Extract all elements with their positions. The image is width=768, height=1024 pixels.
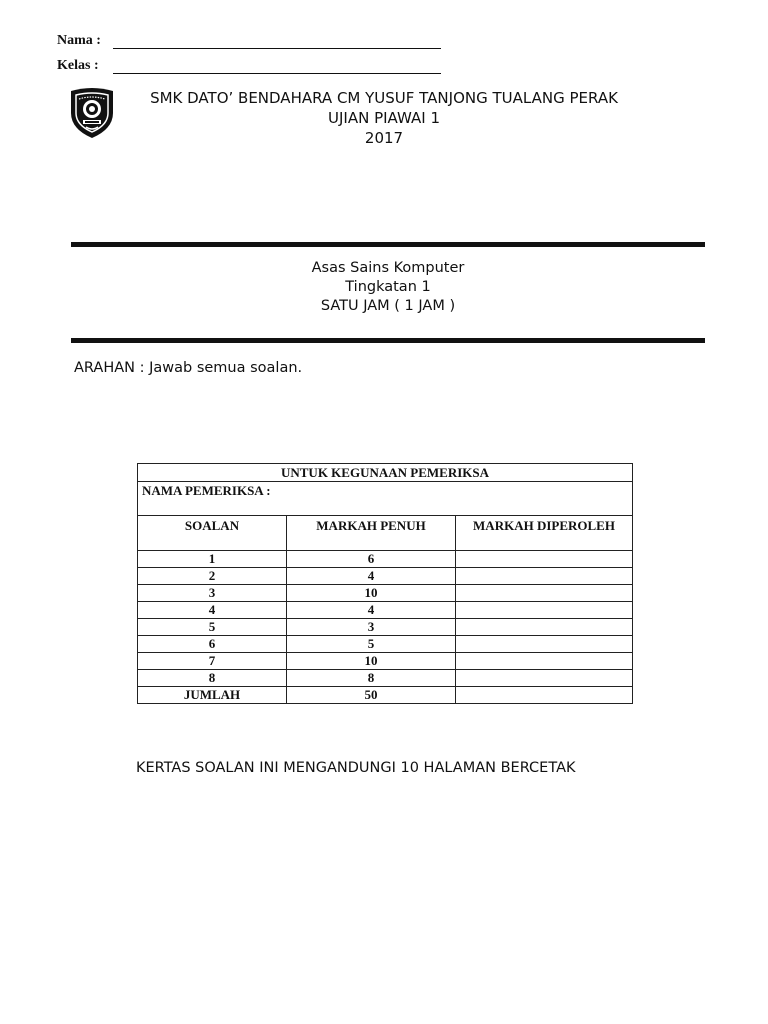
table-row bbox=[138, 653, 633, 670]
markah-penuh-cell: 10 bbox=[287, 653, 456, 670]
markah-penuh-cell: 8 bbox=[287, 670, 456, 687]
bottom-divider bbox=[71, 338, 705, 343]
soalan-cell: 5 bbox=[138, 619, 287, 636]
markah-diperoleh-cell bbox=[456, 653, 633, 670]
markah-penuh-cell: 3 bbox=[287, 619, 456, 636]
markah-diperoleh-cell bbox=[456, 602, 633, 619]
kelas-label: Kelas : bbox=[57, 58, 99, 73]
markah-penuh-cell: 4 bbox=[287, 602, 456, 619]
markah-penuh-cell: 4 bbox=[287, 568, 456, 585]
exam-name: UJIAN PIAWAI 1 bbox=[328, 109, 440, 127]
total-label: JUMLAH bbox=[138, 687, 287, 704]
table-row bbox=[138, 619, 633, 636]
exam-year: 2017 bbox=[364, 129, 404, 147]
col-header-soalan: SOALAN bbox=[138, 516, 287, 551]
kelas-line bbox=[113, 73, 441, 74]
markah-diperoleh-cell bbox=[456, 636, 633, 653]
markah-diperoleh-cell bbox=[456, 551, 633, 568]
table-row bbox=[138, 585, 633, 602]
instructions: ARAHAN : Jawab semua soalan. bbox=[74, 360, 303, 376]
markah-diperoleh-cell bbox=[456, 585, 633, 602]
markah-penuh-cell: 6 bbox=[287, 551, 456, 568]
table-row bbox=[138, 568, 633, 585]
exam-duration: SATU JAM ( 1 JAM ) bbox=[320, 298, 456, 314]
kelas-field bbox=[57, 58, 103, 74]
school-name: SMK DATO’ BENDAHARA CM YUSUF TANJONG TUALANG PERAK bbox=[150, 89, 618, 107]
soalan-cell: 4 bbox=[138, 602, 287, 619]
exam-header bbox=[110, 88, 658, 148]
table-row bbox=[138, 602, 633, 619]
table-row bbox=[138, 551, 633, 568]
soalan-cell: 6 bbox=[138, 636, 287, 653]
nama-field bbox=[57, 33, 103, 49]
table-row bbox=[138, 636, 633, 653]
markah-penuh-cell: 5 bbox=[287, 636, 456, 653]
subject-name: Asas Sains Komputer bbox=[311, 260, 465, 276]
nama-line bbox=[113, 48, 441, 49]
soalan-cell: 1 bbox=[138, 551, 287, 568]
school-crest-icon bbox=[68, 87, 116, 139]
soalan-cell: 3 bbox=[138, 585, 287, 602]
nama-label: Nama : bbox=[57, 33, 101, 48]
top-divider bbox=[71, 242, 705, 247]
page-count-note: KERTAS SOALAN INI MENGANDUNGI 10 HALAMAN BERCETAK bbox=[136, 760, 576, 776]
markah-diperoleh-cell bbox=[456, 568, 633, 585]
markah-diperoleh-cell bbox=[456, 619, 633, 636]
total-row bbox=[138, 687, 633, 704]
examiner-marks-table bbox=[137, 463, 633, 704]
col-header-markah-diperoleh: MARKAH DIPEROLEH bbox=[456, 516, 633, 551]
markah-diperoleh-cell bbox=[456, 670, 633, 687]
examiner-name-label: NAMA PEMERIKSA : bbox=[142, 483, 271, 498]
table-title: UNTUK KEGUNAAN PEMERIKSA bbox=[138, 464, 633, 482]
subject-info bbox=[71, 259, 705, 316]
total-markah-diperoleh bbox=[456, 687, 633, 704]
table-row bbox=[138, 670, 633, 687]
col-header-markah-penuh: MARKAH PENUH bbox=[287, 516, 456, 551]
markah-penuh-cell: 10 bbox=[287, 585, 456, 602]
soalan-cell: 7 bbox=[138, 653, 287, 670]
soalan-cell: 2 bbox=[138, 568, 287, 585]
total-markah-penuh: 50 bbox=[287, 687, 456, 704]
form-level: Tingkatan 1 bbox=[345, 279, 431, 295]
examiner-name-cell bbox=[138, 482, 633, 516]
soalan-cell: 8 bbox=[138, 670, 287, 687]
